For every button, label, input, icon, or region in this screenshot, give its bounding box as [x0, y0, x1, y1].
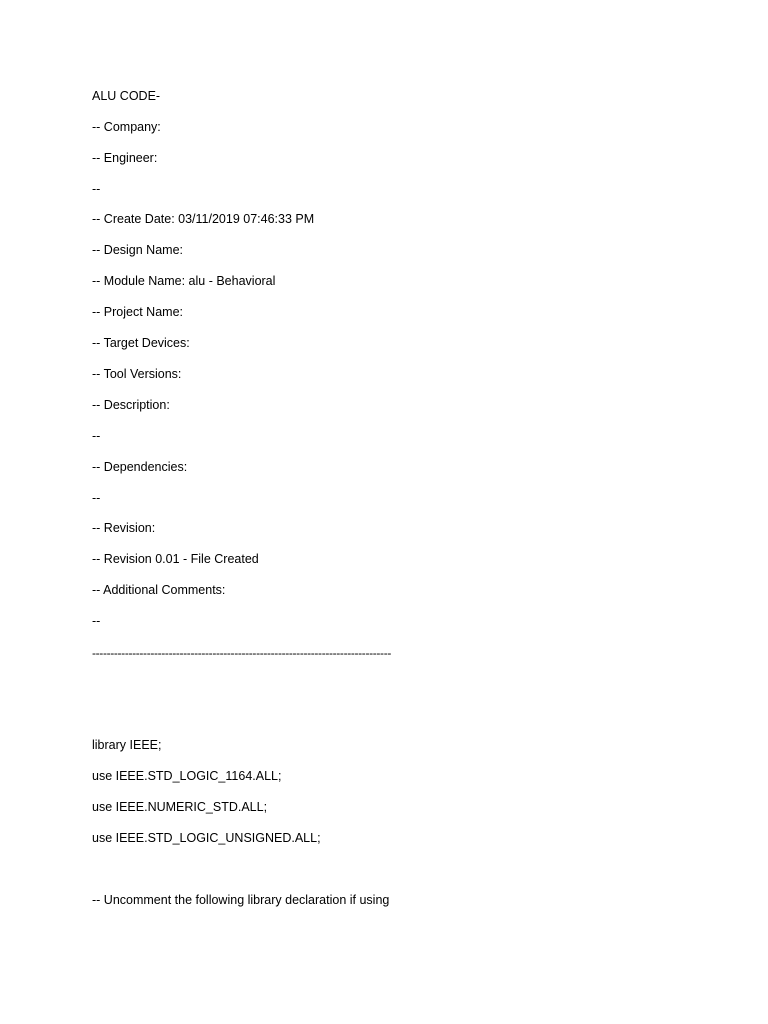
comment-module-name: -- Module Name: alu - Behavioral: [92, 274, 276, 288]
heading-alu-code: ALU CODE-: [92, 89, 161, 103]
comment-target-devices: -- Target Devices:: [92, 336, 190, 350]
comment-blank-4: --: [92, 614, 101, 628]
comment-additional-comments: -- Additional Comments:: [92, 583, 226, 597]
code-use-numeric-std: use IEEE.NUMERIC_STD.ALL;: [92, 800, 268, 814]
code-library-ieee: library IEEE;: [92, 738, 162, 752]
comment-dependencies: -- Dependencies:: [92, 460, 188, 474]
code-use-std-logic-1164: use IEEE.STD_LOGIC_1164.ALL;: [92, 769, 282, 783]
comment-engineer: -- Engineer:: [92, 151, 158, 165]
comment-description: -- Description:: [92, 398, 170, 412]
comment-design-name: -- Design Name:: [92, 243, 183, 257]
comment-create-date: -- Create Date: 03/11/2019 07:46:33 PM: [92, 212, 315, 226]
comment-tool-versions: -- Tool Versions:: [92, 367, 182, 381]
comment-divider: ----------------------------------------------------------------------------------: [92, 646, 391, 660]
comment-revision: -- Revision:: [92, 521, 156, 535]
comment-blank-2: --: [92, 429, 101, 443]
comment-revision-001: -- Revision 0.01 - File Created: [92, 552, 259, 566]
comment-blank-3: --: [92, 491, 101, 505]
comment-blank-1: --: [92, 182, 101, 196]
code-use-std-logic-unsigned: use IEEE.STD_LOGIC_UNSIGNED.ALL;: [92, 831, 321, 845]
comment-company: -- Company:: [92, 120, 161, 134]
comment-uncomment-library: -- Uncomment the following library declaration if using: [92, 893, 390, 907]
comment-project-name: -- Project Name:: [92, 305, 183, 319]
